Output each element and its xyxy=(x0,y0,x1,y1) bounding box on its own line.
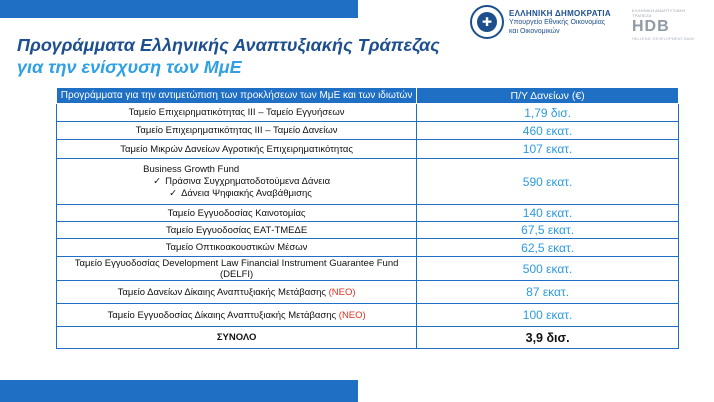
table-header-row xyxy=(57,88,679,104)
gov-ministry-line1: Υπουργείο Εθνικής Οικονομίας xyxy=(509,18,606,26)
gov-name: ΕΛΛΗΝΙΚΗ ΔΗΜΟΚΡΑΤΙΑ xyxy=(509,8,611,18)
program-name-cell xyxy=(57,304,417,327)
program-amount: 1,79 δισ. xyxy=(417,104,679,122)
program-name-group xyxy=(57,159,417,205)
table-row xyxy=(57,104,679,122)
program-name: Ταμείο Εγγυοδοσίας Δίκαιης Αναπτυξιακής Μετάβασης xyxy=(107,309,339,321)
top-accent-bar xyxy=(0,0,358,18)
program-amount: 590 εκατ. xyxy=(417,159,679,205)
programs-table xyxy=(56,87,679,349)
header-amount: Π/Υ Δανείων (€) xyxy=(417,88,679,104)
program-name: Ταμείο Εγγυοδοσίας Καινοτομίας xyxy=(57,205,417,222)
program-name: Ταμείο Εγγυοδοσίας ΕΑΤ-ΤΜΕΔΕ xyxy=(57,222,417,239)
new-badge: (ΝΕΟ) xyxy=(338,309,366,321)
program-name: Ταμείο Εγγυοδοσίας Development Law Financial Instrument Guarantee Fund (DELFI) xyxy=(57,257,417,281)
gov-ministry-line2: και Οικονομικών xyxy=(509,27,560,35)
title-line-1: Προγράμματα Ελληνικής Αναπτυξιακής Τράπεζας xyxy=(17,35,440,55)
page-title xyxy=(17,34,440,78)
header-programs: Προγράμματα για την αντιμετώπιση των προκλήσεων των ΜμΕ και των ιδιωτών xyxy=(57,88,417,104)
total-amount: 3,9 δισ. xyxy=(417,327,679,349)
program-subitem: Δάνεια Ψηφιακής Αναβάθμισης xyxy=(181,187,312,199)
table-row xyxy=(57,222,679,239)
bottom-accent-bar xyxy=(0,380,358,402)
table-row xyxy=(57,159,679,205)
check-icon: ✓ xyxy=(169,187,178,199)
check-icon: ✓ xyxy=(153,175,162,187)
table-row xyxy=(57,304,679,327)
total-row xyxy=(57,327,679,349)
program-name: Ταμείο Οπτικοακουστικών Μέσων xyxy=(57,239,417,257)
program-amount: 62,5 εκατ. xyxy=(417,239,679,257)
hdb-logo: ΕΛΛΗΝΙΚΗ ΑΝΑΠΤΥΞΙΑΚΗ ΤΡΑΠΕΖΑ HDB HELLENIC DEVELOPMENT BANK xyxy=(632,8,695,41)
program-name: Business Growth Fund xyxy=(143,163,240,175)
program-amount: 100 εκατ. xyxy=(417,304,679,327)
program-amount: 460 εκατ. xyxy=(417,122,679,140)
title-line-2: για την ενίσχυση των ΜμΕ xyxy=(17,57,242,77)
program-subitem: Πράσινα Συγχρηματοδοτούμενα Δάνεια xyxy=(165,175,331,187)
table-row xyxy=(57,257,679,281)
total-label: ΣΥΝΟΛΟ xyxy=(57,327,417,349)
program-amount: 107 εκατ. xyxy=(417,140,679,159)
government-logo xyxy=(470,5,611,39)
new-badge: (ΝΕΟ) xyxy=(328,286,356,298)
coat-of-arms-icon: ✚ xyxy=(470,5,504,39)
table-row xyxy=(57,281,679,304)
program-amount: 67,5 εκατ. xyxy=(417,222,679,239)
table-row xyxy=(57,239,679,257)
program-name: Ταμείο Δανείων Δίκαιης Αναπτυξιακής Μετάβασης xyxy=(117,286,329,298)
program-name: Ταμείο Επιχειρηματικότητας ΙΙΙ – Ταμείο Εγγυήσεων xyxy=(57,104,417,122)
table-row xyxy=(57,140,679,159)
program-amount: 140 εκατ. xyxy=(417,205,679,222)
program-name: Ταμείο Μικρών Δανείων Αγροτικής Επιχειρηματικότητας xyxy=(57,140,417,159)
program-amount: 500 εκατ. xyxy=(417,257,679,281)
table-row xyxy=(57,205,679,222)
program-amount: 87 εκατ. xyxy=(417,281,679,304)
program-name: Ταμείο Επιχειρηματικότητας ΙΙΙ – Ταμείο Δανείων xyxy=(57,122,417,140)
table-row xyxy=(57,122,679,140)
program-name-cell xyxy=(57,281,417,304)
